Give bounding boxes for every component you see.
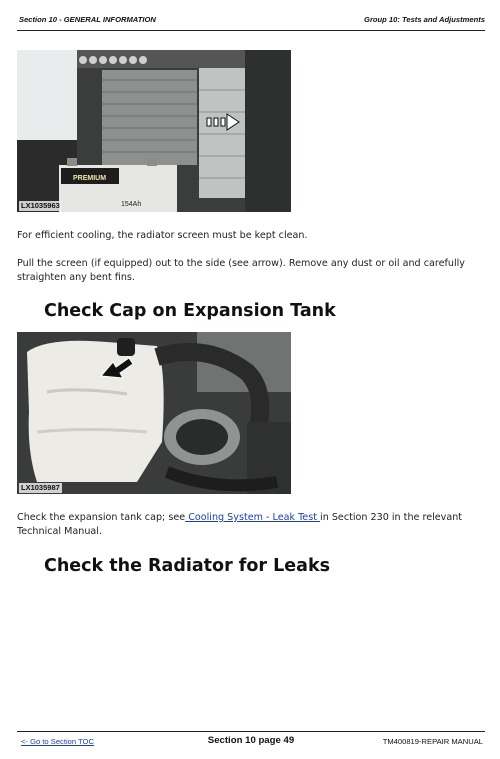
heading-expansion-tank: Check Cap on Expansion Tank (44, 301, 336, 321)
group-title: Group 10: Tests and Adjustments (364, 15, 485, 24)
figure-label: LX1035987 (21, 483, 60, 492)
battery-capacity-text: 154Ah (121, 201, 142, 208)
paragraph-screen: Pull the screen (if equipped) out to the side (see arrow). Remove any dust or oil and carefully straighten any bent fins. (17, 258, 465, 283)
page-header (17, 12, 485, 31)
paragraph-cooling: For efficient cooling, the radiator screen must be kept clean. (17, 230, 308, 241)
heading-radiator-leaks: Check the Radiator for Leaks (44, 556, 331, 576)
battery-brand-text: PREMIUM (73, 175, 107, 182)
paragraph-text: Check the expansion tank cap; see (17, 512, 186, 523)
cooling-system-leak-test-link[interactable]: Cooling System - Leak Test (185, 512, 321, 523)
section-title: Section 10 - GENERAL INFORMATION (19, 15, 156, 24)
figure-label: LX1035963 (21, 201, 60, 210)
manual-id: TM400819-REPAIR MANUAL (382, 737, 483, 746)
expansion-tank-photo (17, 332, 291, 494)
paragraph-expansion-cap (17, 511, 485, 539)
page-footer (17, 731, 485, 752)
paragraph-text: in Section 230 in the relevant Technical Manual. (17, 512, 463, 537)
page-number: Section 10 page 49 (207, 735, 295, 746)
radiator-screen-photo (17, 50, 291, 212)
go-to-section-toc-link[interactable]: <- Go to Section TOC (21, 737, 94, 746)
